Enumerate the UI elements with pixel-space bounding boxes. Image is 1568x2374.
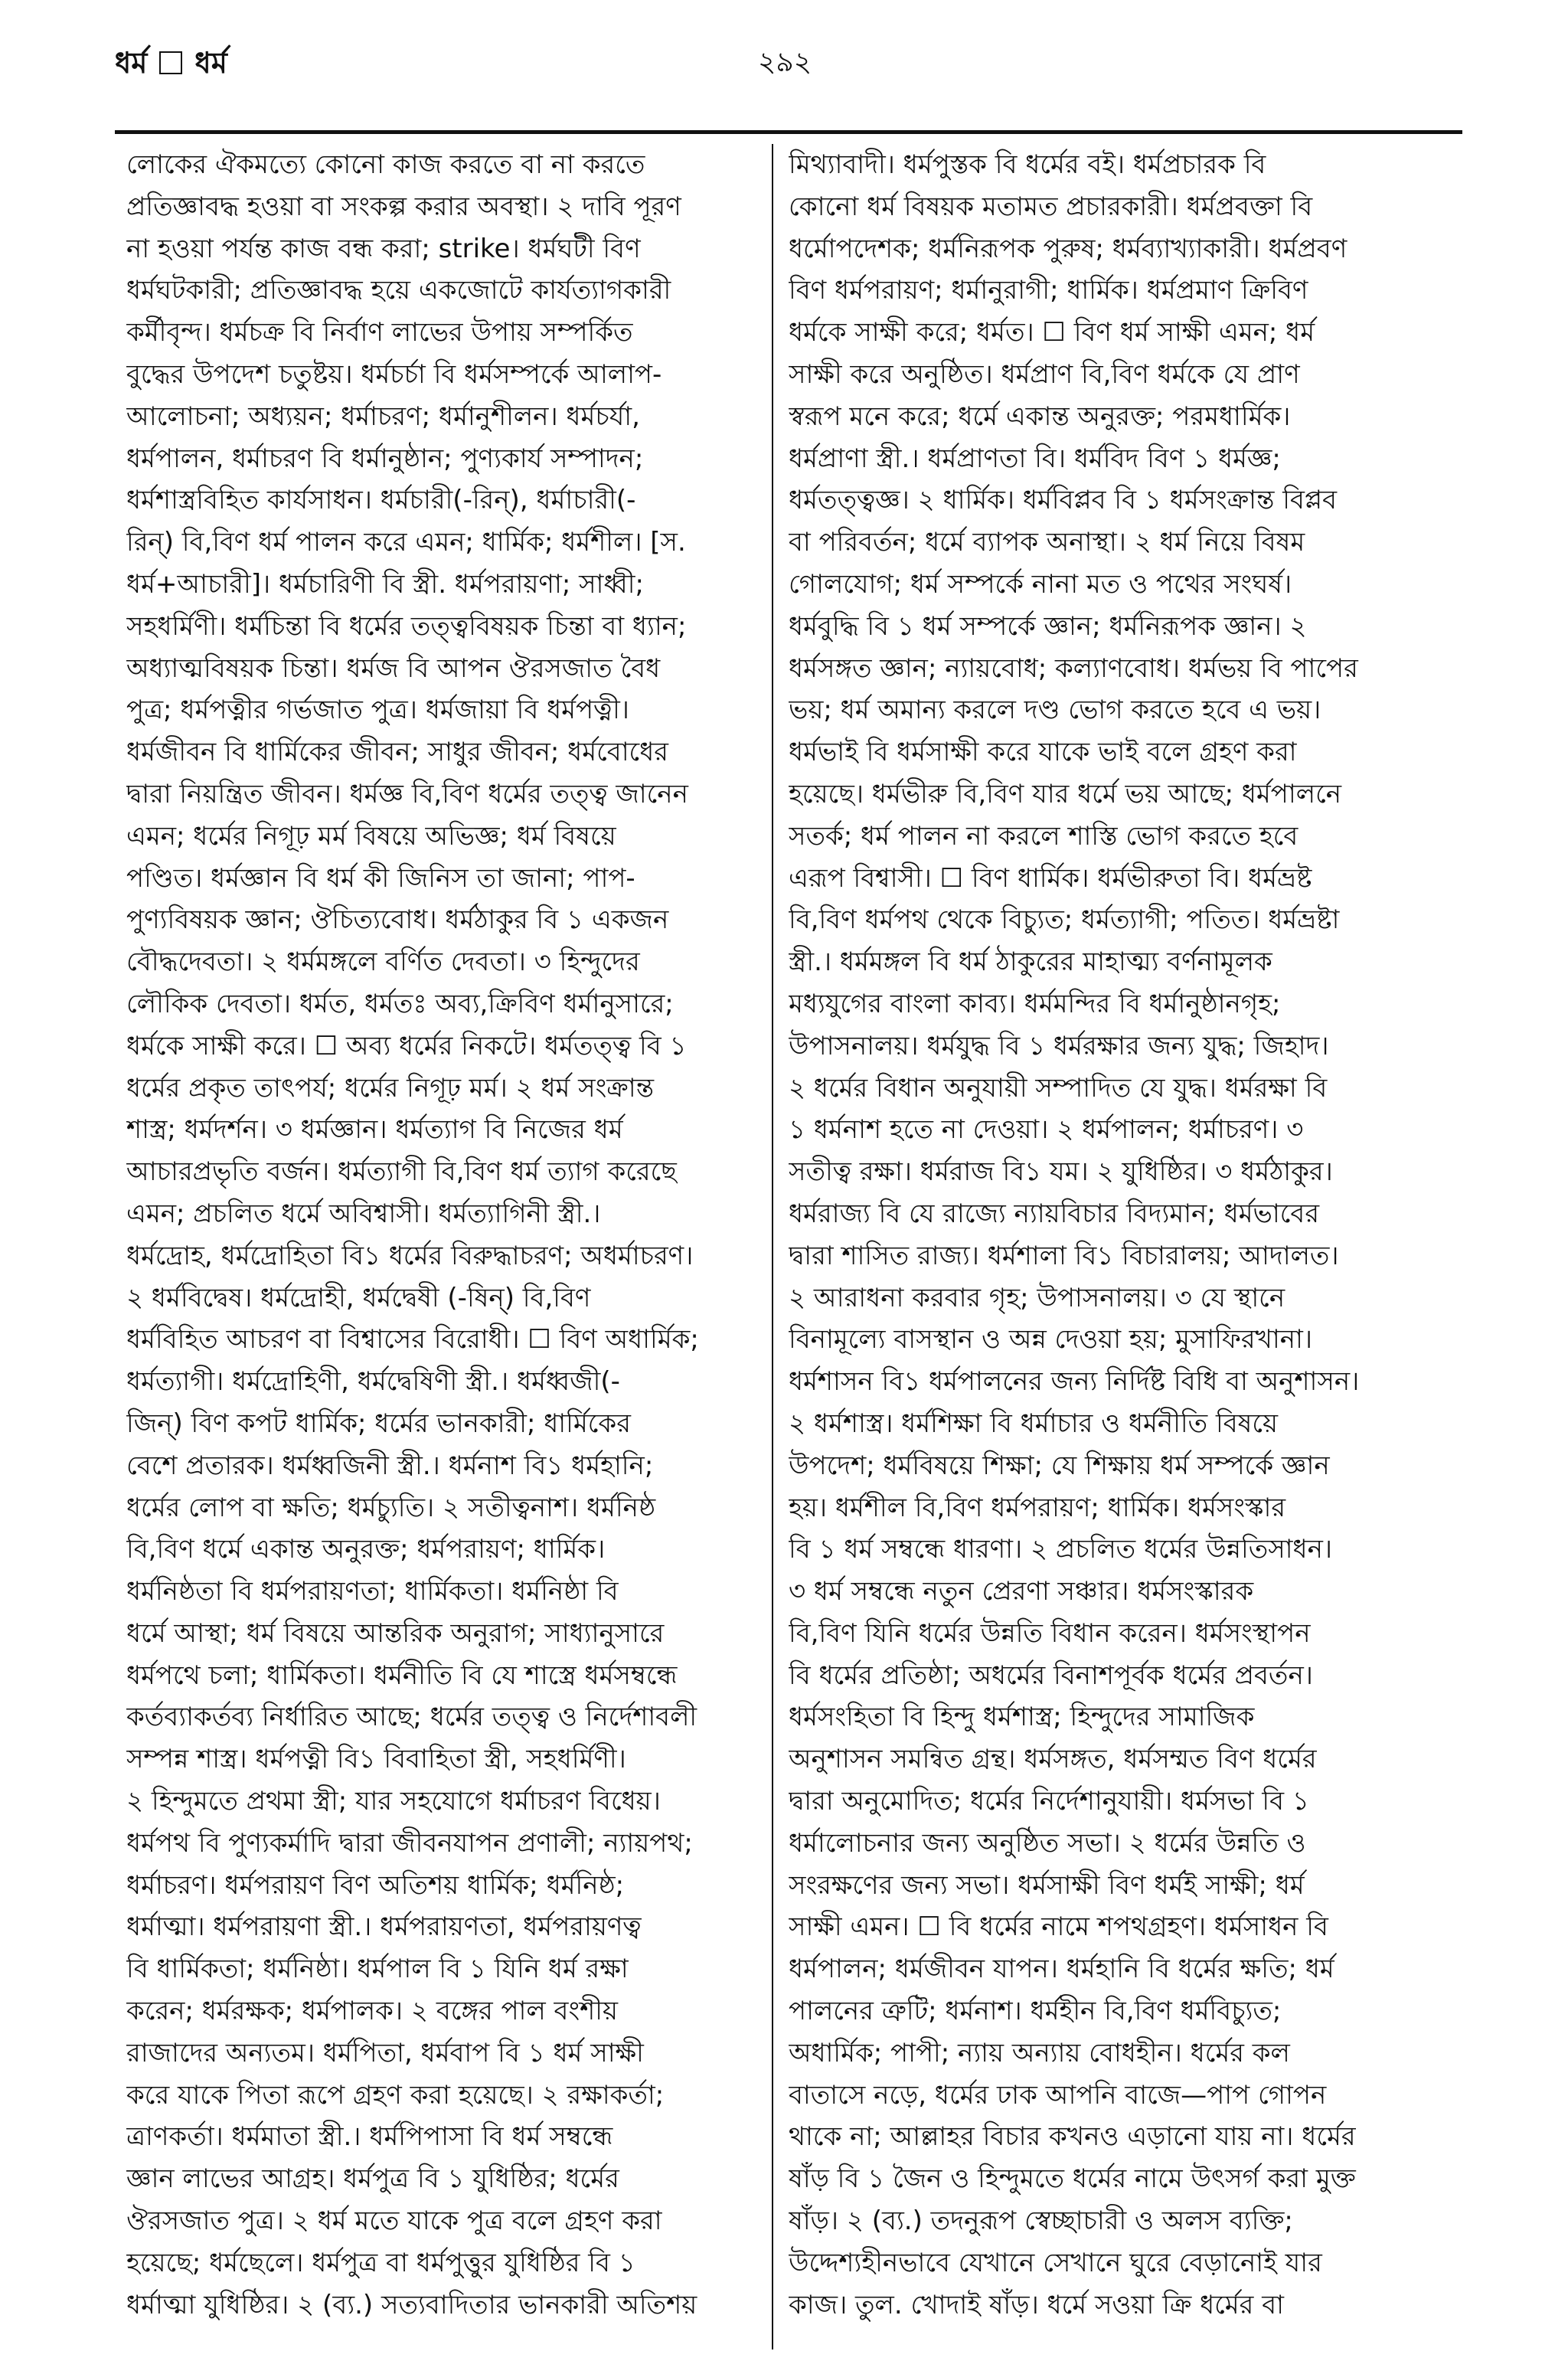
- entry-line: ধর্মপথে চলা; ধার্মিকতা। ধর্মনীতি বি যে শাস্ত্রে ধর্মসম্বন্ধে: [126, 1660, 678, 1691]
- entry-line: অধার্মিক; পাপী; ন্যায় অন্যায় বোধহীন। ধর্মের কল: [789, 2037, 1290, 2068]
- entry-line: অধ্যাত্মবিষয়ক চিন্তা। ধর্মজ বি আপন ঔরসজাত বৈধ: [126, 652, 661, 684]
- entry-line: প্রতিজ্ঞাবদ্ধ হওয়া বা সংকল্প করার অবস্থা। ২ দাবি পূরণ: [126, 191, 681, 222]
- entry-line: রাজাদের অন্যতম। ধর্মপিতা, ধর্মবাপ বি ১ ধর্ম সাক্ষী: [126, 2037, 644, 2068]
- entry-line: সতীত্ব রক্ষা। ধর্মরাজ বি১ যম। ২ যুধিষ্ঠির। ৩ ধর্মঠাকুর।: [789, 1156, 1333, 1188]
- entry-line: বি,বিণ ধর্মে একান্ত অনুরক্ত; ধর্মপরায়ণ; ধার্মিক।: [126, 1534, 606, 1565]
- entry-line: দ্বারা শাসিত রাজ্য। ধর্মশালা বি১ বিচারালয়; আদালত।: [789, 1240, 1339, 1271]
- entry-line: সতর্ক; ধর্ম পালন না করলে শাস্তি ভোগ করতে হবে: [789, 820, 1298, 852]
- entry-line: ধর্মপালন, ধর্মাচরণ বি ধর্মানুষ্ঠান; পুণ্যকার্য সম্পাদন;: [126, 443, 644, 474]
- entry-line: বিনামূল্যে বাসস্থান ও অন্ন দেওয়া হয়; মুসাফিরখানা।: [789, 1324, 1313, 1355]
- entry-line: কর্মীবৃন্দ। ধর্মচক্র বি নির্বাণ লাভের উপায় সম্পর্কিত: [126, 317, 633, 348]
- entry-line: ধর্মসংহিতা বি হিন্দু ধর্মশাস্ত্র; হিন্দুদের সামাজিক: [789, 1702, 1255, 1733]
- entry-line: সম্পন্ন শাস্ত্র। ধর্মপত্নী বি১ বিবাহিতা স্ত্রী, সহধর্মিণী।: [126, 1744, 626, 1775]
- entry-line: পুত্র; ধর্মপত্নীর গর্ভজাত পুত্র। ধর্মজায়া বি ধর্মপত্নী।: [126, 695, 629, 726]
- entry-line: সহধর্মিণী। ধর্মচিন্তা বি ধর্মের তত্ত্ববিষয়ক চিন্তা বা ধ্যান;: [126, 610, 687, 642]
- entry-line: ধর্মঘটকারী; প্রতিজ্ঞাবদ্ধ হয়ে একজোটে কার্যত্যাগকারী: [126, 275, 671, 306]
- entry-line: ঔরসজাত পুত্র। ২ ধর্ম মতে যাকে পুত্র বলে গ্রহণ করা: [126, 2206, 662, 2237]
- entry-line: ত্রাণকর্তা। ধর্মমাতা স্ত্রী.। ধর্মপিপাসা বি ধর্ম সম্বন্ধে: [126, 2121, 613, 2153]
- entry-line: বেশে প্রতারক। ধর্মধ্বজিনী স্ত্রী.। ধর্মনাশ বি১ ধর্মহানি;: [126, 1450, 654, 1481]
- entry-line: ধর্মরাজ্য বি যে রাজ্যে ন্যায়বিচার বিদ্যমান; ধর্মভাবের: [789, 1198, 1320, 1229]
- entry-line: না হওয়া পর্যন্ত কাজ বন্ধ করা; strike। ধর্মঘটী বিণ: [126, 233, 641, 264]
- entry-line: শাস্ত্র; ধর্মদর্শন। ৩ ধর্মজ্ঞান। ধর্মত্যাগ বি নিজের ধর্ম: [126, 1114, 623, 1146]
- entry-line: আলোচনা; অধ্যয়ন; ধর্মাচরণ; ধর্মানুশীলন। ধর্মচর্যা,: [126, 401, 640, 432]
- entry-line: ষাঁড় বি ১ জৈন ও হিন্দুমতে ধর্মের নামে উৎসর্গ করা মুক্ত: [789, 2163, 1356, 2195]
- entry-line: ২ আরাধনা করবার গৃহ; উপাসনালয়। ৩ যে স্থানে: [789, 1282, 1285, 1313]
- entry-line: এরূপ বিশ্বাসী। ☐ বিণ ধার্মিক। ধর্মভীরুতা বি। ধর্মভ্রষ্ট: [789, 862, 1312, 894]
- entry-line: উপদেশ; ধর্মবিষয়ে শিক্ষা; যে শিক্ষায় ধর্ম সম্পর্কে জ্ঞান: [789, 1450, 1330, 1481]
- entry-line: স্বরূপ মনে করে; ধর্মে একান্ত অনুরক্ত; পরমধার্মিক।: [789, 401, 1291, 432]
- entry-line: সাক্ষী এমন। ☐ বি ধর্মের নামে শপথগ্রহণ। ধর্মসাধন বি: [789, 1911, 1328, 1943]
- entry-line: ধর্মবুদ্ধি বি ১ ধর্ম সম্পর্কে জ্ঞান; ধর্মনিরূপক জ্ঞান। ২: [789, 610, 1307, 642]
- entry-line: ধর্মাত্মা। ধর্মপরায়ণা স্ত্রী.। ধর্মপরায়ণতা, ধর্মপরায়ণত্ব: [126, 1911, 642, 1943]
- entry-line: হয়েছে। ধর্মভীরু বি,বিণ যার ধর্মে ভয় আছে; ধর্মপালনে: [789, 778, 1342, 809]
- entry-line: করেন; ধর্মরক্ষক; ধর্মপালক। ২ বঙ্গের পাল বংশীয়: [126, 1996, 618, 2027]
- entry-line: পুণ্যবিষয়ক জ্ঞান; ঔচিত্যবোধ। ধর্মঠাকুর বি ১ একজন: [126, 904, 669, 936]
- entry-line: জ্ঞান লাভের আগ্রহ। ধর্মপুত্র বি ১ যুধিষ্ঠির; ধর্মের: [126, 2163, 619, 2195]
- right-column: [789, 144, 1443, 2326]
- entry-line: রিন্) বি,বিণ ধর্ম পালন করে এমন; ধার্মিক; ধর্মশীল। [স.: [126, 527, 686, 558]
- header-rule: [115, 130, 1462, 134]
- entry-line: দ্বারা নিয়ন্ত্রিত জীবন। ধর্মজ্ঞ বি,বিণ ধর্মের তত্ত্ব জানেন: [126, 778, 688, 809]
- guide-words: [115, 40, 227, 86]
- entry-line: ধর্মত্যাগী। ধর্মদ্রোহিণী, ধর্মদ্বেষিণী স্ত্রী.। ধর্মধ্বজী(-: [126, 1366, 620, 1398]
- entry-line: বাতাসে নড়ে, ধর্মের ঢাক আপনি বাজে—পাপ গোপন: [789, 2079, 1327, 2111]
- entry-line: গোলযোগ; ধর্ম সম্পর্কে নানা মত ও পথের সংঘর্ষ।: [789, 568, 1292, 600]
- entry-line: জিন্) বিণ কপট ধার্মিক; ধর্মের ভানকারী; ধার্মিকের: [126, 1408, 631, 1439]
- entry-line: ধর্মের প্রকৃত তাৎপর্য; ধর্মের নিগূঢ় মর্ম। ২ ধর্ম সংক্রান্ত: [126, 1072, 655, 1104]
- entry-line: ২ হিন্দুমতে প্রথমা স্ত্রী; যার সহযোগে ধর্মাচরণ বিধেয়।: [126, 1786, 661, 1817]
- entry-line: লোকের ঐকমত্যে কোনো কাজ করতে বা না করতে: [126, 149, 645, 180]
- entry-line: বিণ ধর্মপরায়ণ; ধর্মানুরাগী; ধার্মিক। ধর্মপ্রমাণ ক্রিবিণ: [789, 275, 1308, 306]
- entry-line: ধর্মজীবন বি ধার্মিকের জীবন; সাধুর জীবন; ধর্মবোধের: [126, 737, 668, 768]
- left-column: [126, 144, 781, 2326]
- entry-line: হয়। ধর্মশীল বি,বিণ ধর্মপরায়ণ; ধার্মিক। ধর্মসংস্কার: [789, 1492, 1286, 1523]
- entry-line: ধর্মোপদেশক; ধর্মনিরূপক পুরুষ; ধর্মব্যাখ্যাকারী। ধর্মপ্রবণ: [789, 233, 1348, 264]
- entry-line: ধর্মতত্ত্বজ্ঞ। ২ ধার্মিক। ধর্মবিপ্লব বি ১ ধর্মসংক্রান্ত বিপ্লব: [789, 485, 1338, 516]
- entry-line: ৩ ধর্ম সম্বন্ধে নতুন প্রেরণা সঞ্চার। ধর্মসংস্কারক: [789, 1576, 1254, 1607]
- guide-word-last: ধর্ম: [194, 46, 227, 80]
- entry-line: থাকে না; আল্লাহর বিচার কখনও এড়ানো যায় না। ধর্মের: [789, 2121, 1356, 2153]
- entry-line: মধ্যযুগের বাংলা কাব্য। ধর্মমন্দির বি ধর্মানুষ্ঠানগৃহ;: [789, 988, 1281, 1019]
- entry-line: কোনো ধর্ম বিষয়ক মতামত প্রচারকারী। ধর্মপ্রবক্তা বি: [789, 191, 1313, 222]
- entry-line: ধর্ম+আচারী]। ধর্মচারিণী বি স্ত্রী. ধর্মপরায়ণা; সাধ্বী;: [126, 568, 644, 600]
- page-number: ২৯২: [758, 47, 812, 78]
- entry-line: ধর্মসঙ্গত জ্ঞান; ন্যায়বোধ; কল্যাণবোধ। ধর্মভয় বি পাপের: [789, 652, 1358, 684]
- entry-line: ধর্মের লোপ বা ক্ষতি; ধর্মচ্যুতি। ২ সতীত্বনাশ। ধর্মনিষ্ঠ: [126, 1492, 656, 1523]
- entry-line: বি ধার্মিকতা; ধর্মনিষ্ঠা। ধর্মপাল বি ১ যিনি ধর্ম রক্ষা: [126, 1954, 629, 1985]
- entry-line: ধর্মপালন; ধর্মজীবন যাপন। ধর্মহানি বি ধর্মের ক্ষতি; ধর্ম: [789, 1954, 1334, 1985]
- entry-line: উদ্দেশ্যহীনভাবে যেখানে সেখানে ঘুরে বেড়ানোই যার: [789, 2247, 1322, 2278]
- entry-line: এমন; প্রচলিত ধর্মে অবিশ্বাসী। ধর্মত্যাগিনী স্ত্রী.।: [126, 1198, 601, 1229]
- entry-line: বি,বিণ ধর্মপথ থেকে বিচ্যুত; ধর্মত্যাগী; পতিত। ধর্মভ্রষ্টা: [789, 904, 1340, 936]
- entry-line: সাক্ষী করে অনুষ্ঠিত। ধর্মপ্রাণ বি,বিণ ধর্মকে যে প্রাণ: [789, 358, 1300, 390]
- entry-line: হয়েছে; ধর্মছেলে। ধর্মপুত্র বা ধর্মপুত্তুর যুধিষ্ঠির বি ১: [126, 2247, 635, 2278]
- entry-line: ধর্মকে সাক্ষী করে; ধর্মত। ☐ বিণ ধর্ম সাক্ষী এমন; ধর্ম: [789, 317, 1315, 348]
- entry-line: ধর্মপথ বি পুণ্যকর্মাদি দ্বারা জীবনযাপন প্রণালী; ন্যায়পথ;: [126, 1827, 693, 1859]
- guide-word-first: ধর্ম: [115, 46, 148, 80]
- entry-line: ধর্মনিষ্ঠতা বি ধর্মপরায়ণতা; ধার্মিকতা। ধর্মনিষ্ঠা বি: [126, 1576, 619, 1607]
- column-divider: [772, 144, 773, 2349]
- entry-line: আচারপ্রভৃতি বর্জন। ধর্মত্যাগী বি,বিণ ধর্ম ত্যাগ করেছে: [126, 1156, 677, 1188]
- entry-line: ধর্মালোচনার জন্য অনুষ্ঠিত সভা। ২ ধর্মের উন্নতি ও: [789, 1827, 1306, 1859]
- entry-line: পণ্ডিত। ধর্মজ্ঞান বি ধর্ম কী জিনিস তা জানা; পাপ-: [126, 862, 635, 894]
- entry-line: এমন; ধর্মের নিগূঢ় মর্ম বিষয়ে অভিজ্ঞ; ধর্ম বিষয়ে: [126, 820, 616, 852]
- entry-line: ধর্মশাসন বি১ ধর্মপালনের জন্য নির্দিষ্ট বিধি বা অনুশাসন।: [789, 1366, 1360, 1398]
- entry-line: ২ ধর্মশাস্ত্র। ধর্মশিক্ষা বি ধর্মাচার ও ধর্মনীতি বিষয়ে: [789, 1408, 1279, 1439]
- entry-line: কর্তব্যাকর্তব্য নির্ধারিত আছে; ধর্মের তত্ত্ব ও নির্দেশাবলী: [126, 1702, 697, 1733]
- entry-line: পালনের ত্রুটি; ধর্মনাশ। ধর্মহীন বি,বিণ ধর্মবিচ্যুত;: [789, 1996, 1282, 2027]
- entry-line: ধর্মবিহিত আচরণ বা বিশ্বাসের বিরোধী। ☐ বিণ অধার্মিক;: [126, 1324, 699, 1355]
- entry-line: লৌকিক দেবতা। ধর্মত, ধর্মতঃ অব্য,ক্রিবিণ ধর্মানুসারে;: [126, 988, 674, 1019]
- entry-line: ধর্মাচরণ। ধর্মপরায়ণ বিণ অতিশয় ধার্মিক; ধর্মনিষ্ঠ;: [126, 1869, 625, 1901]
- entry-line: সংরক্ষণের জন্য সভা। ধর্মসাক্ষী বিণ ধর্মই সাক্ষী; ধর্ম: [789, 1869, 1305, 1901]
- entry-line: উপাসনালয়। ধর্মযুদ্ধ বি ১ ধর্মরক্ষার জন্য যুদ্ধ; জিহাদ।: [789, 1030, 1329, 1061]
- entry-line: দ্বারা অনুমোদিত; ধর্মের নির্দেশানুযায়ী। ধর্মসভা বি ১: [789, 1786, 1309, 1817]
- entry-line: মিথ্যাবাদী। ধর্মপুস্তক বি ধর্মের বই। ধর্মপ্রচারক বি: [789, 149, 1266, 180]
- entry-line: ধর্মদ্রোহ, ধর্মদ্রোহিতা বি১ ধর্মের বিরুদ্ধাচরণ; অধর্মাচরণ।: [126, 1240, 694, 1271]
- entry-line: বি ধর্মের প্রতিষ্ঠা; অধর্মের বিনাশপূর্বক ধর্মের প্রবর্তন।: [789, 1660, 1313, 1691]
- entry-line: বা পরিবর্তন; ধর্মে ব্যাপক অনাস্থা। ২ ধর্ম নিয়ে বিষম: [789, 527, 1305, 558]
- separator-box-icon: [159, 51, 182, 74]
- entry-line: বৌদ্ধদেবতা। ২ ধর্মমঙ্গলে বর্ণিত দেবতা। ৩ হিন্দুদের: [126, 947, 640, 978]
- entry-line: ধর্মপ্রাণা স্ত্রী.। ধর্মপ্রাণতা বি। ধর্মবিদ বিণ ১ ধর্মজ্ঞ;: [789, 443, 1281, 474]
- entry-line: ধর্মে আস্থা; ধর্ম বিষয়ে আন্তরিক অনুরাগ; সাধ্যানুসারে: [126, 1617, 665, 1649]
- entry-line: করে যাকে পিতা রূপে গ্রহণ করা হয়েছে। ২ রক্ষাকর্তা;: [126, 2079, 665, 2111]
- entry-line: ধর্মাত্মা যুধিষ্ঠির। ২ (ব্য.) সত্যবাদিতার ভানকারী অতিশয়: [126, 2289, 697, 2320]
- entry-line: বুদ্ধের উপদেশ চতুষ্টয়। ধর্মচর্চা বি ধর্মসম্পর্কে আলাপ-: [126, 358, 662, 390]
- entry-line: ২ ধর্মের বিধান অনুযায়ী সম্পাদিত যে যুদ্ধ। ধর্মরক্ষা বি: [789, 1072, 1328, 1104]
- entry-line: ধর্মশাস্ত্রবিহিত কার্যসাধন। ধর্মচারী(-রিন্), ধর্মাচারী(-: [126, 485, 636, 516]
- page-header: [115, 40, 1455, 93]
- entry-line: ধর্মকে সাক্ষী করে। ☐ অব্য ধর্মের নিকটে। ধর্মতত্ত্ব বি ১: [126, 1030, 687, 1061]
- entry-line: ষাঁড়। ২ (ব্য.) তদনুরূপ স্বেচ্ছাচারী ও অলস ব্যক্তি;: [789, 2206, 1293, 2237]
- entry-line: ভয়; ধর্ম অমান্য করলে দণ্ড ভোগ করতে হবে এ ভয়।: [789, 695, 1321, 726]
- entry-line: অনুশাসন সমন্বিত গ্রন্থ। ধর্মসঙ্গত, ধর্মসম্মত বিণ ধর্মের: [789, 1744, 1317, 1775]
- entry-line: ২ ধর্মবিদ্বেষ। ধর্মদ্রোহী, ধর্মদ্বেষী (-ষিন্) বি,বিণ: [126, 1282, 591, 1313]
- entry-line: বি,বিণ যিনি ধর্মের উন্নতি বিধান করেন। ধর্মসংস্থাপন: [789, 1617, 1311, 1649]
- entry-line: ধর্মভাই বি ধর্মসাক্ষী করে যাকে ভাই বলে গ্রহণ করা: [789, 737, 1297, 768]
- entry-line: বি ১ ধর্ম সম্বন্ধে ধারণা। ২ প্রচলিত ধর্মের উন্নতিসাধন।: [789, 1534, 1333, 1565]
- entry-line: কাজ। তুল. খোদাই ষাঁড়। ধর্মে সওয়া ক্রি ধর্মের বা: [789, 2289, 1284, 2320]
- entry-line: ১ ধর্মনাশ হতে না দেওয়া। ২ ধর্মপালন; ধর্মাচরণ। ৩: [789, 1114, 1304, 1146]
- entry-line: স্ত্রী.। ধর্মমঙ্গল বি ধর্ম ঠাকুরের মাহাত্ম্য বর্ণনামূলক: [789, 947, 1272, 978]
